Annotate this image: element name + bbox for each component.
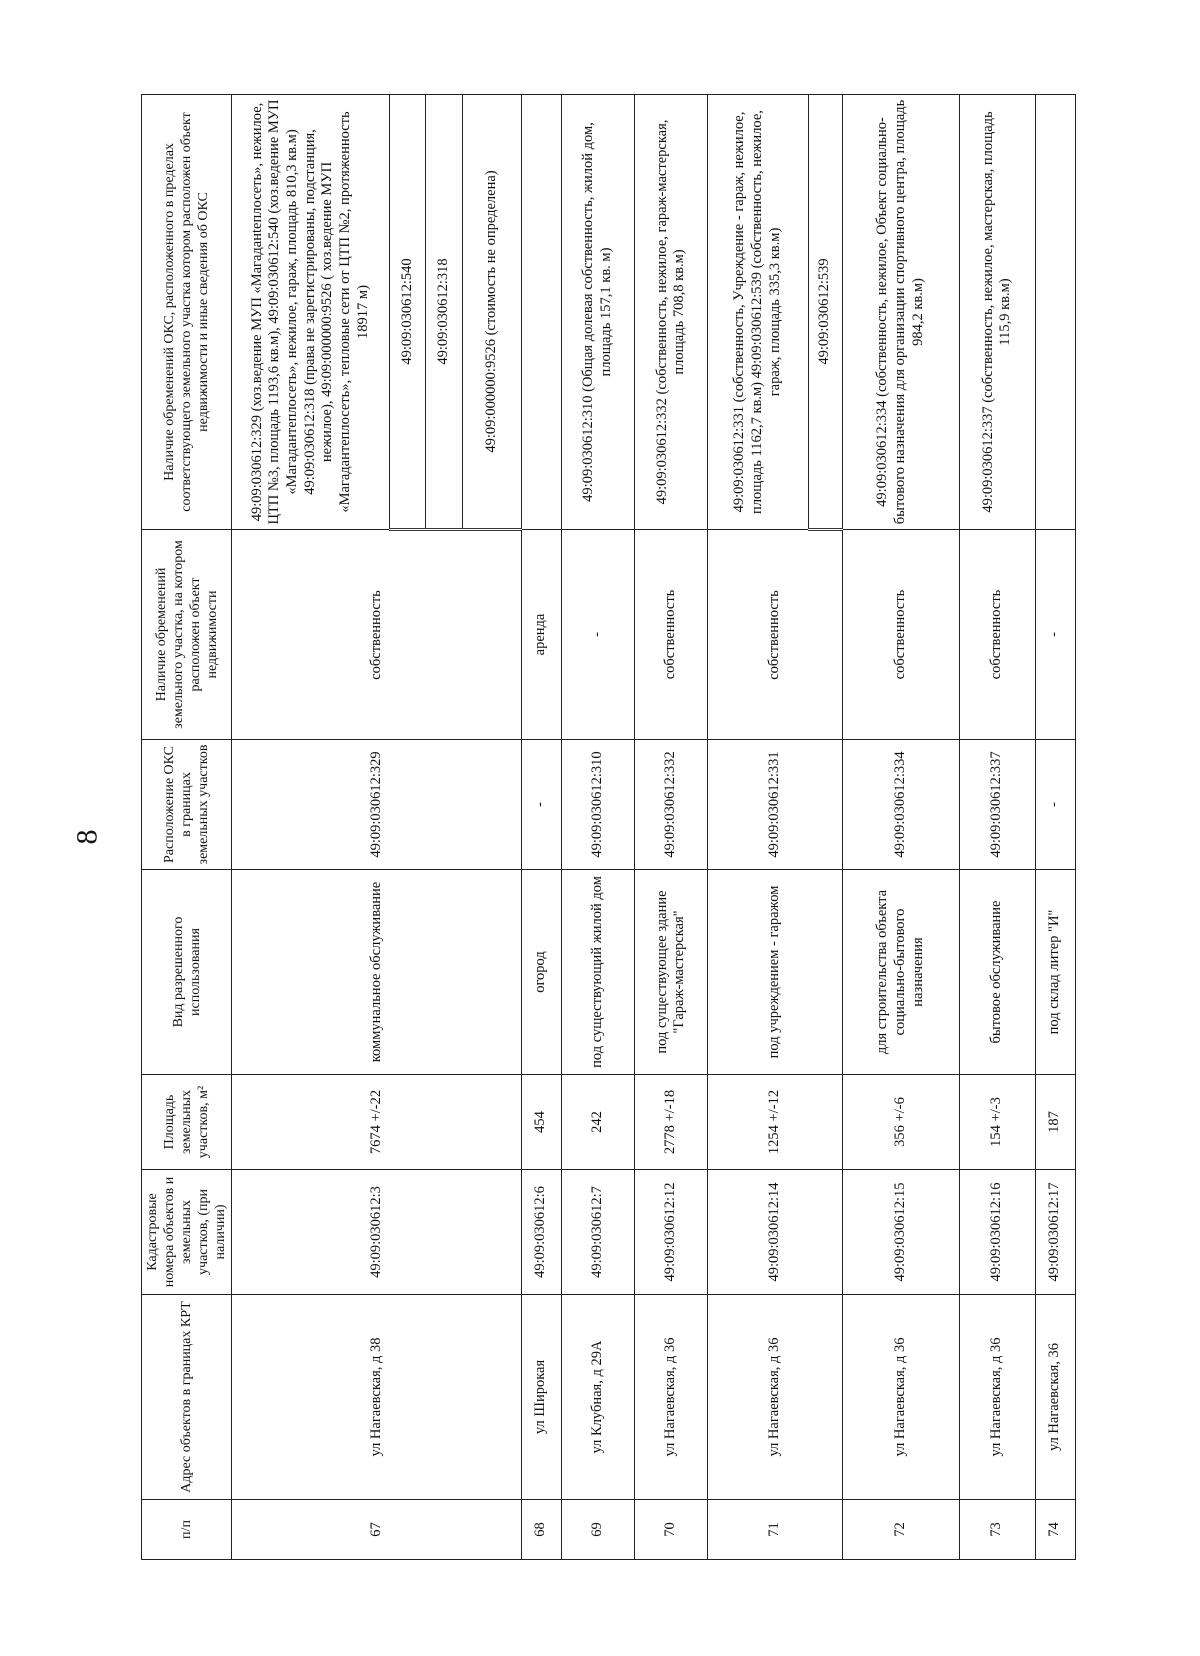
cell-oks-location-extra: 49:09:030612:540 xyxy=(389,95,426,530)
cell-oks-encumbrance: 49:09:030612:337 (собственность, нежилое, мастерская, площадь 115,9 кв.м) xyxy=(959,95,1035,530)
cell-oks-location: 49:09:030612:329 xyxy=(232,740,521,870)
cell-cadastral: 49:09:030612:14 xyxy=(708,1170,842,1295)
cell-oks-encumbrance: 49:09:030612:331 (собственность, Учреждение - гараж, нежилое, площадь 1162,7 кв.м) 49:09:030612:539 (собственность, нежилое, гараж, площадь 335,3 кв.м) xyxy=(708,95,808,530)
cell-oks-encumbrance: 49:09:030612:332 (собственность, нежилое, гараж-мастерская, площадь 708,8 кв.м) xyxy=(635,95,708,530)
header-oks-encumbrance: Наличие обременений ОКС, расположенного в пределах соответствующего земельного участка котором расположен объект недвижимости и иные сведения об ОКС xyxy=(142,95,232,530)
cell-use: под существующий жилой дом xyxy=(561,870,634,1075)
cell-num: 69 xyxy=(561,1500,634,1560)
cell-oks-location: 49:09:030612:310 xyxy=(561,740,634,870)
cell-oks-location: 49:09:030612:337 xyxy=(959,740,1035,870)
cell-oks-location-extra: 49:09:030612:318 xyxy=(426,95,463,530)
rotated-table-container xyxy=(141,95,1076,1560)
cell-num: 71 xyxy=(708,1500,842,1560)
table-row xyxy=(959,95,1035,1560)
header-oks-location: Расположение ОКС в границах земельных участков xyxy=(142,740,232,870)
header-area: Площадь земельных участков, м² xyxy=(142,1075,232,1170)
cell-address: ул Нагаевская, д 36 xyxy=(959,1295,1035,1500)
cell-oks-encumbrance xyxy=(1035,95,1075,530)
cell-address: ул Нагаевская, 36 xyxy=(1035,1295,1075,1500)
table-row xyxy=(561,95,634,1560)
cell-cadastral: 49:09:030612:12 xyxy=(635,1170,708,1295)
cell-area: 2778 +/-18 xyxy=(635,1075,708,1170)
cell-use: под существующее здание "Гараж-мастерская" xyxy=(635,870,708,1075)
cell-oks-location: - xyxy=(521,740,561,870)
cell-address: ул Нагаевская, д 36 xyxy=(708,1295,842,1500)
cell-use: бытовое обслуживание xyxy=(959,870,1035,1075)
cell-address: ул Нагаевская, д 36 xyxy=(842,1295,959,1500)
cell-address: ул Нагаевская, д 38 xyxy=(232,1295,521,1500)
cell-land-encumbrance: аренда xyxy=(521,530,561,740)
cell-area: 7674 +/-22 xyxy=(232,1075,521,1170)
cell-area: 187 xyxy=(1035,1075,1075,1170)
cell-cadastral: 49:09:030612:15 xyxy=(842,1170,959,1295)
cell-num: 70 xyxy=(635,1500,708,1560)
cell-use: под учреждением - гаражом xyxy=(708,870,842,1075)
cell-oks-encumbrance xyxy=(521,95,561,530)
cell-num: 72 xyxy=(842,1500,959,1560)
cell-land-encumbrance: собственность xyxy=(708,530,842,740)
cell-num: 68 xyxy=(521,1500,561,1560)
cell-oks-location: - xyxy=(1035,740,1075,870)
crt-objects-table xyxy=(141,94,1076,1560)
cell-land-encumbrance: - xyxy=(561,530,634,740)
header-address: Адрес объектов в границах КРТ xyxy=(142,1295,232,1500)
cell-num: 67 xyxy=(232,1500,521,1560)
cell-land-encumbrance: собственность xyxy=(232,530,521,740)
table-header-row xyxy=(142,95,232,1560)
header-num: п/п xyxy=(142,1500,232,1560)
header-cadastral: Кадастровые номера объектов и земельных участков, (при наличии) xyxy=(142,1170,232,1295)
cell-land-encumbrance: - xyxy=(1035,530,1075,740)
cell-address: ул Широкая xyxy=(521,1295,561,1500)
cell-use: огород xyxy=(521,870,561,1075)
table-row xyxy=(708,95,808,1560)
table-row xyxy=(232,95,389,1560)
header-land-encumbrance: Наличие обременений земельного участка, на котором расположен объект недвижимости xyxy=(142,530,232,740)
cell-oks-location: 49:09:030612:332 xyxy=(635,740,708,870)
cell-area: 1254 +/-12 xyxy=(708,1075,842,1170)
cell-oks-location: 49:09:030612:331 xyxy=(708,740,842,870)
cell-oks-encumbrance: 49:09:030612:334 (собственность, нежилое, Объект социально-бытового назначения для организации спортивного центра, площадь 984,2 кв.м) xyxy=(842,95,959,530)
table-row xyxy=(635,95,708,1560)
cell-area: 356 +/-6 xyxy=(842,1075,959,1170)
cell-cadastral: 49:09:030612:6 xyxy=(521,1170,561,1295)
cell-oks-location-extra: 49:09:030612:539 xyxy=(808,95,842,530)
cell-address: ул Нагаевская, д 36 xyxy=(635,1295,708,1500)
cell-area: 454 xyxy=(521,1075,561,1170)
cell-cadastral: 49:09:030612:7 xyxy=(561,1170,634,1295)
cell-land-encumbrance: собственность xyxy=(959,530,1035,740)
cell-land-encumbrance: собственность xyxy=(842,530,959,740)
cell-num: 74 xyxy=(1035,1500,1075,1560)
cell-address: ул Клубная, д 29А xyxy=(561,1295,634,1500)
cell-land-encumbrance: собственность xyxy=(635,530,708,740)
cell-oks-location: 49:09:030612:334 xyxy=(842,740,959,870)
cell-cadastral: 49:09:030612:3 xyxy=(232,1170,521,1295)
cell-oks-encumbrance: 49:09:030612:310 (Общая долевая собственность, жилой дом, площадь 157,1 кв. м) xyxy=(561,95,634,530)
cell-cadastral: 49:09:030612:16 xyxy=(959,1170,1035,1295)
cell-oks-encumbrance: 49:09:030612:329 (хоз.ведение МУП «Магаданteплосеть», нежилое, ЦТП №3, площадь 1193,6 кв.м), 49:09:030612:540 (хоз.ведение МУП «Магадантеплосеть», нежилое, гараж, площадь 810,3 кв.м) 49:09:030612:318 (права не зарегистрированы, подстанция, нежилое), 49:09:000000:9526 ( хоз.ведение МУП «Магадантеплосеть», тепловые сети от ЦТП №2, протяженность 18917 м) xyxy=(232,95,389,530)
page-number: 8 xyxy=(70,829,104,845)
cell-cadastral: 49:09:030612:17 xyxy=(1035,1170,1075,1295)
header-use: Вид разрешенного использования xyxy=(142,870,232,1075)
table-row xyxy=(521,95,561,1560)
table-row xyxy=(1035,95,1075,1560)
cell-area: 154 +/-3 xyxy=(959,1075,1035,1170)
cell-use: под склад литер "И" xyxy=(1035,870,1075,1075)
cell-use: коммунальное обслуживание xyxy=(232,870,521,1075)
cell-use: для строительства объекта социально-бытового назначения xyxy=(842,870,959,1075)
cell-num: 73 xyxy=(959,1500,1035,1560)
cell-oks-location-extra: 49:09:000000:9526 (стоимость не определена) xyxy=(462,95,521,530)
cell-area: 242 xyxy=(561,1075,634,1170)
table-row xyxy=(842,95,959,1560)
